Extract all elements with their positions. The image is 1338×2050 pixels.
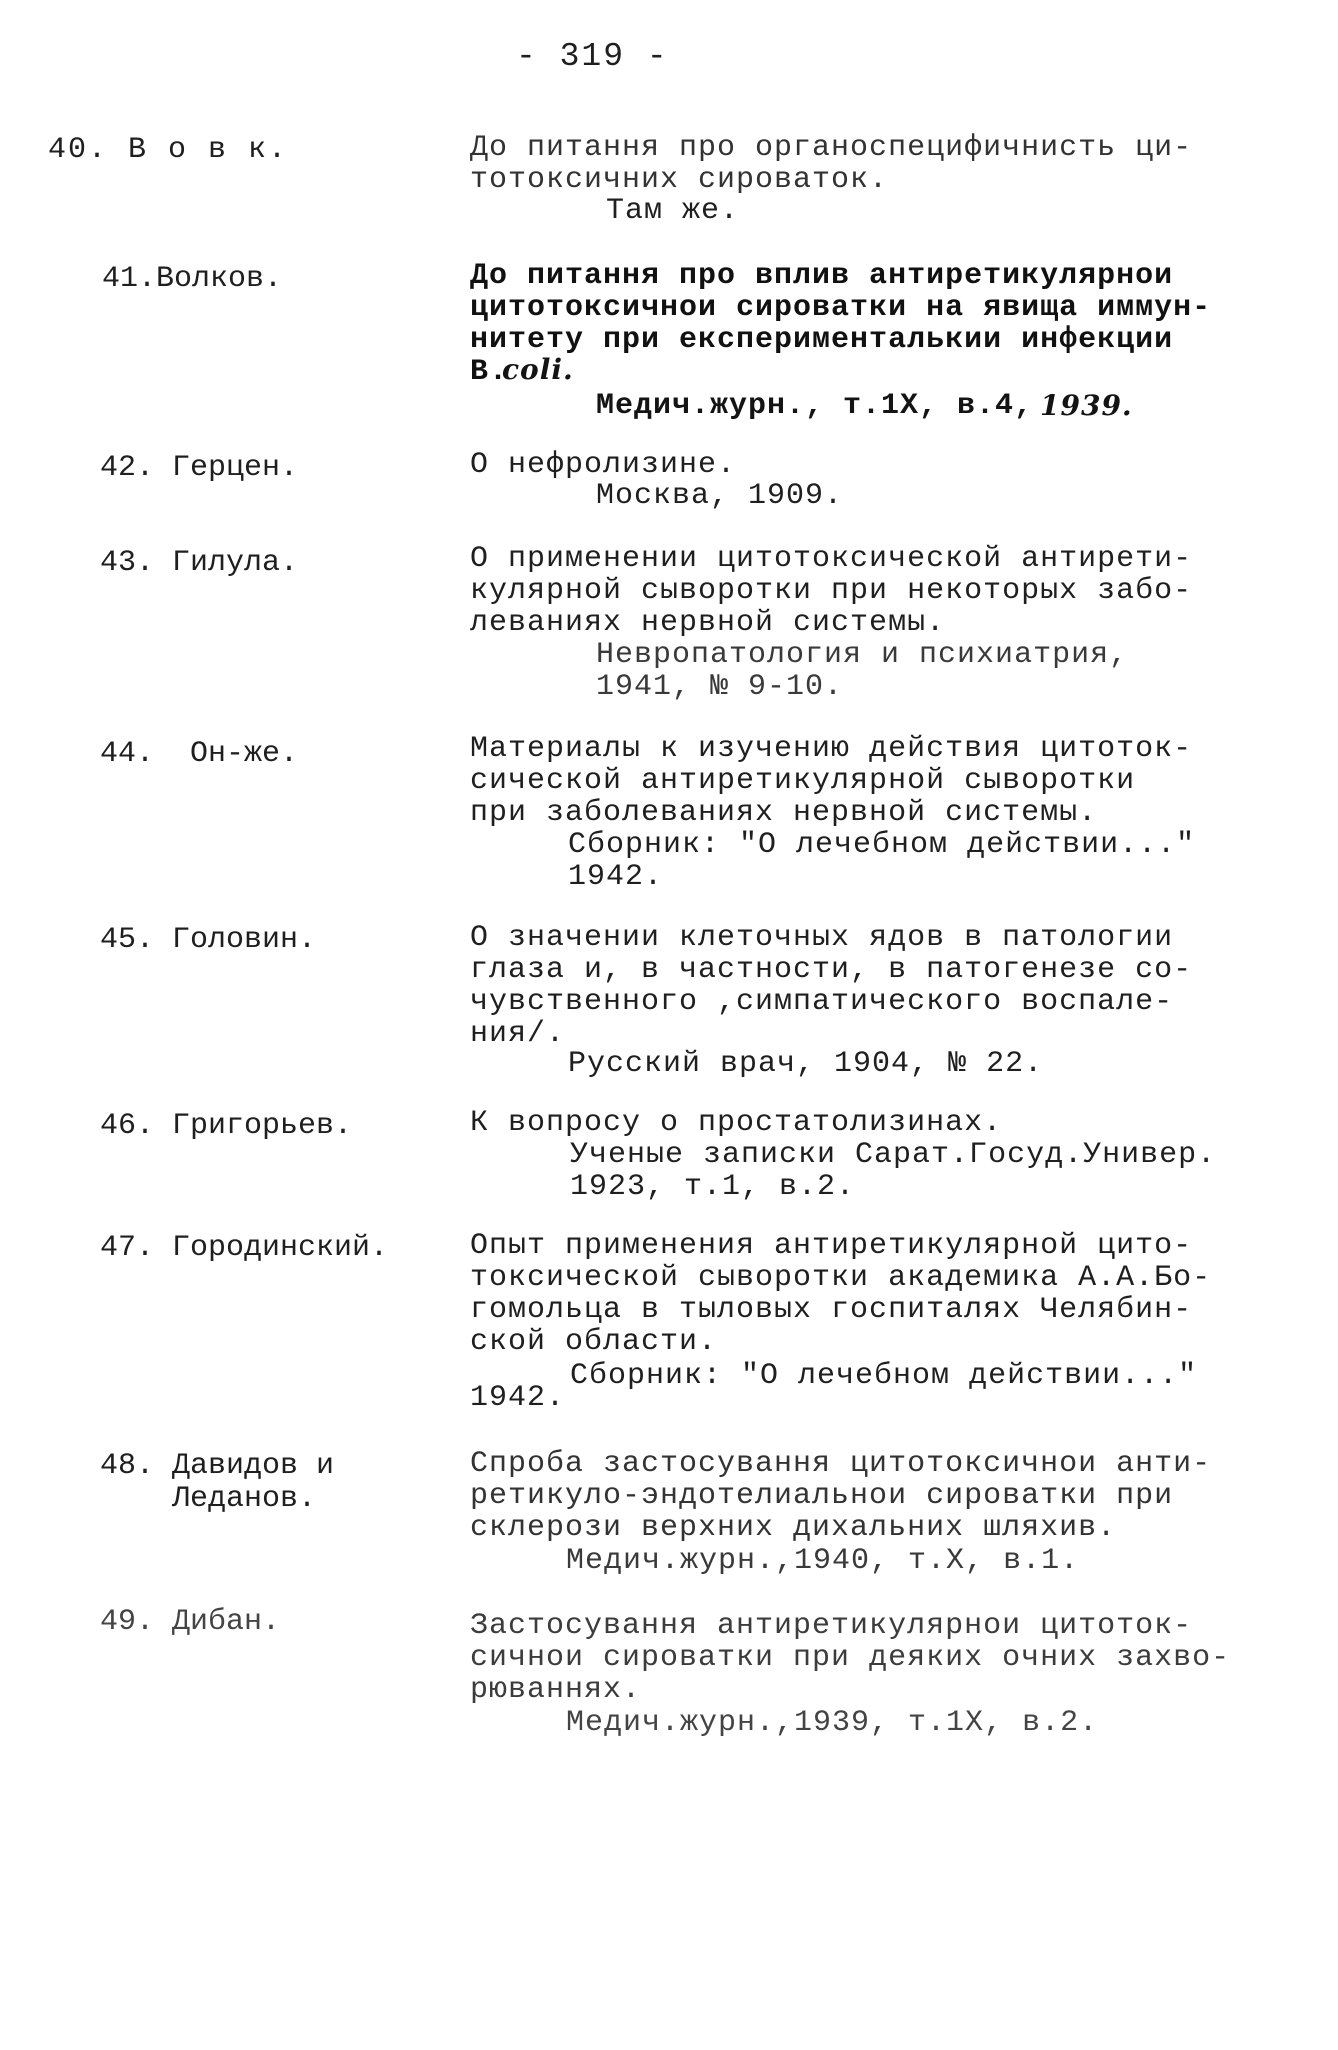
entry-title: Материалы к изучению действия цитоток- сической антиретикулярной сыворотки при заболеваниях нервной системы. (470, 732, 1193, 830)
entry-source-handwritten: 1939. (1040, 389, 1133, 422)
entry-title: Опыт применения антиретикулярной цито- токсической сыворотки академика А.А.Бо- гомольца в тыловых госпиталях Челябин- ской области. (470, 1229, 1212, 1359)
entry-title: До питання про вплив антиретикулярнои цитотоксичнои сироватки на явища иммун- нитету при експерименталькии инфекции В. (470, 259, 1212, 389)
entry-author: 48. Давидов и Леданов. (100, 1449, 335, 1516)
entry-source: Медич.журн.,1939, т.1Х, в.2. (566, 1706, 1099, 1740)
entry-author: 45. Головин. (100, 923, 317, 957)
entry-source: Сборник: "О лечебном действии..." (570, 1359, 1198, 1393)
entry-source: Медич.журн.,1940, т.Х, в.1. (566, 1544, 1080, 1578)
entry-title: О значении клеточных ядов в патологии глаза и, в частности, в патогенезе со- чувственного ,симпатического воспале- ния/. (470, 921, 1193, 1051)
entry-title: Застосування антиретикулярнои цитоток- сичнои сироватки при деяких очних захво- рюваннях. (470, 1609, 1231, 1707)
entry-source: Невропатология и психиатрия, 1941, № 9-10. (596, 638, 1129, 704)
entry-author: 47. Городинский. (100, 1231, 389, 1265)
entry-author: 43. Гилула. (100, 546, 299, 580)
entry-author: 42. Герцен. (100, 451, 299, 485)
entry-title: Спроба застосування цитотоксичнои анти- ретикуло-эндотелиальнои сироватки при склерози верхних дихальних шляхив. (470, 1447, 1212, 1545)
entry-author: 46. Григорьев. (100, 1109, 353, 1143)
entry-source: Медич.журн., т.1Х, в.4, (596, 389, 1034, 423)
entry-title-handwritten: coli. (502, 353, 574, 386)
entry-source: Ученые записки Сарат.Госуд.Универ. 1923, т.1, в.2. (570, 1138, 1217, 1204)
entry-source: Там же. (606, 194, 740, 228)
entry-source: Сборник: "О лечебном действии..." 1942. (568, 828, 1196, 894)
page-number: - 319 - (516, 38, 669, 75)
entry-source: Москва, 1909. (596, 479, 844, 513)
entry-source-year: 1942. (470, 1381, 566, 1415)
entry-author: 44. Он-же. (100, 737, 299, 771)
entry-title: О нефролизине. (470, 448, 737, 482)
entry-title: К вопросу о простатолизинах. (470, 1106, 1003, 1140)
entry-title: О применении цитотоксической антирети- кулярной сыворотки при некоторых забо- леваниях нервной системы. (470, 542, 1193, 640)
entry-source: Русский врач, 1904, № 22. (568, 1047, 1044, 1081)
entry-author: 41.Волков. (102, 262, 283, 296)
entry-title: До питання про органоспецифичнисть ци- тотоксичних сироваток. (470, 131, 1193, 197)
entry-author: 49. Дибан. (100, 1605, 281, 1639)
entry-author: 40. В о в к. (48, 133, 289, 167)
